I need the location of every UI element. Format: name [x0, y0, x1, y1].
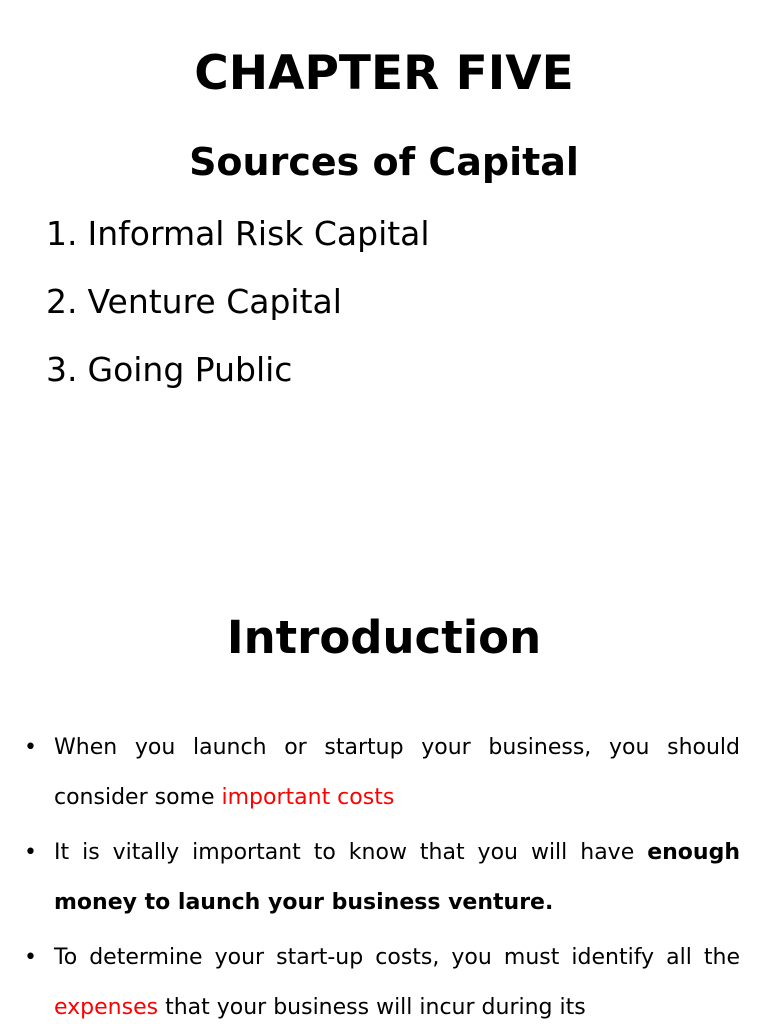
- bullet-icon: •: [24, 945, 37, 970]
- highlighted-text: expenses: [54, 995, 159, 1020]
- list-item-text: Informal Risk Capital: [87, 214, 430, 253]
- highlighted-text: important costs: [221, 785, 395, 810]
- slide-introduction: [0, 512, 768, 1024]
- list-item-text: Venture Capital: [87, 282, 342, 321]
- list-item-number: 2.: [46, 282, 78, 321]
- bullet-icon: •: [24, 840, 37, 865]
- list-item: [46, 210, 430, 258]
- bullet-text: To determine your start-up costs, you must identify all the: [54, 945, 740, 970]
- chapter-subtitle: Sources of Capital: [189, 140, 579, 184]
- chapter-title: CHAPTER FIVE: [194, 46, 574, 101]
- bullet-item: [24, 828, 740, 928]
- list-item-number: 1.: [46, 214, 78, 253]
- introduction-title: Introduction: [226, 611, 542, 664]
- bullet-item: [24, 933, 740, 1024]
- bullet-text: When you launch or startup your business, you should consider some: [54, 735, 740, 810]
- introduction-bullets: [24, 723, 740, 1024]
- bullet-text: It is vitally important to know that you will have: [54, 840, 648, 865]
- bullet-icon: •: [24, 735, 37, 760]
- bullet-item: [24, 723, 740, 823]
- list-item: [46, 278, 430, 326]
- list-item-number: 3.: [46, 350, 78, 389]
- list-item-text: Going Public: [87, 350, 293, 389]
- sources-list: [46, 210, 430, 414]
- list-item: [46, 346, 430, 394]
- bold-text: enough money to launch your business venture.: [54, 840, 740, 915]
- bullet-text-continued: that your business will incur during its: [158, 995, 586, 1020]
